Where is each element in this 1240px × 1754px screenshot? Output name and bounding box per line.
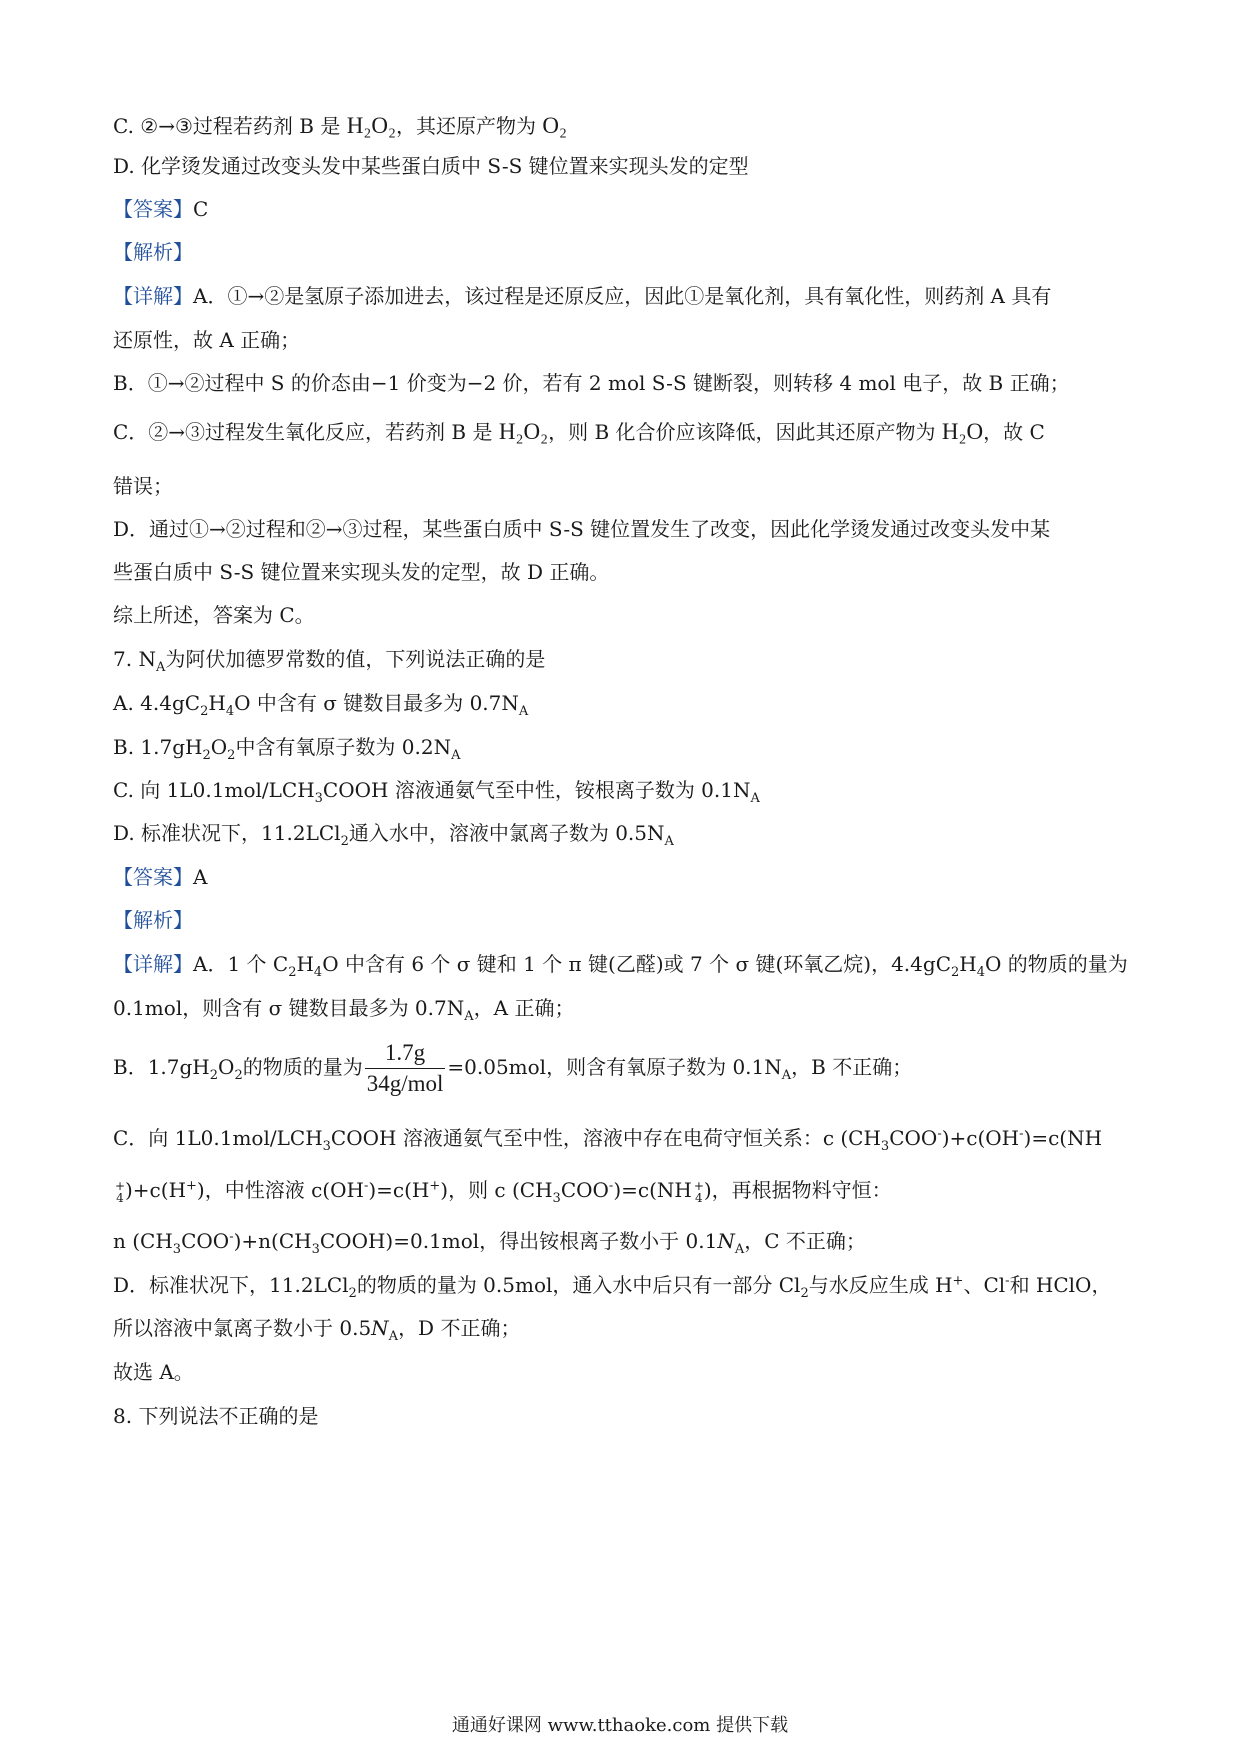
conclusion-line: 故选 A。 (113, 1360, 194, 1384)
formula-o2: O₂ (542, 113, 567, 138)
detail-line-4: C．②→③过程发生氧化反应，若药剂 B 是 H₂O₂，则 B 化合价应该降低，因此其还原产物为 H₂O，故 C (113, 419, 1045, 444)
detail-7-line-6: n $(CH_3COO^-)+n(CH_3COOH)=0.1mol$，得出铵根离子数小于 $0.1N_A$，C 不正确； (113, 1229, 866, 1257)
option-d-line: D. 化学烫发通过改变头发中某些蛋白质中 S-S 键位置来实现头发的定型 (113, 154, 749, 178)
detail-7-line-3: B．$1.7gH_2O_2$的物质的量为 $\frac{1.7g}{\text{34g/mol}}$ =0.05mol，则含有氧原子数为 $0.1N_A$，B 不正确； (113, 1038, 912, 1099)
detail-7-line-7: D．标准状况下，11.2LCl$_2$的物质的量为 0.5mol，通入水中后只有一部分 $Cl_2$与水反应生成 H+、Cl-和 HClO， (113, 1273, 1112, 1301)
detail-7-line-8: 所以溶液中氯离子数小于 $0.5N_A$，D 不正确； (113, 1316, 521, 1344)
question-7-option-d: D. 标准状况下，11.2LCl$_2$通入水中，溶液中氯离子数为 $0.5N_A$ (113, 821, 674, 849)
detail-line-2: 还原性，故 A 正确； (113, 328, 301, 352)
question-7-option-b: B. $1.7gH_2O_2$中含有氧原子数为 $0.2N_A$ (113, 735, 461, 763)
detail-line-6: D．通过①→②过程和②→③过程，某些蛋白质中 S-S 键位置发生了改变，因此化学烫发通过改变头发中某 (113, 517, 1051, 541)
option-c-line: C. ②→③过程若药剂 B 是 H₂O₂，其还原产物为 O₂ (113, 113, 567, 138)
question-7-option-a: A. $4.4gC_2H_4O$ 中含有 σ 键数目最多为 $0.7N_A$ (113, 691, 529, 719)
detail-line-5: 错误； (113, 474, 173, 498)
footer-watermark[interactable]: 通通好课网 www.tthaoke.com 提供下载 (451, 1715, 789, 1736)
analysis-heading: 【解析】 (113, 240, 193, 264)
question-8-stem: 8. 下列说法不正确的是 (113, 1404, 319, 1428)
question-7-option-c: C. 向 $1L0.1mol/LCH_3COOH$ 溶液通氨气至中性，铵根离子数为 $0.1N_A$ (113, 778, 760, 806)
detail-line-1: 【详解】A．①→②是氢原子添加进去，该过程是还原反应，因此①是氧化剂，具有氧化性，则药剂 A 具有 (113, 284, 1052, 308)
answer-line-7: 【答案】A (113, 865, 208, 889)
detail-line-7: 些蛋白质中 S-S 键位置来实现头发的定型，故 D 正确。 (113, 560, 610, 584)
summary-line: 综上所述，答案为 C。 (113, 603, 315, 627)
ammonium-index: + 4 (115, 1178, 126, 1205)
answer-tag: 【答案】 (113, 197, 193, 221)
detail-line-3: B．①→②过程中 S 的价态由−1 价变为−2 价，若有 2 mol S-S 键断裂，则转移 4 mol 电子，故 B 正确； (113, 371, 1070, 395)
analysis-heading-7: 【解析】 (113, 908, 193, 932)
detail-7-line-1: 【详解】A．1 个 $C_2H_4O$ 中含有 6 个 σ 键和 1 个 π 键(乙醛)或 7 个 σ 键(环氧乙烷)，$4.4gC_2H_4O$ 的物质的量为 (113, 952, 1128, 980)
molar-fraction: $\frac{1.7g}{\text{34g/mol}}$ (366, 1040, 444, 1096)
detail-7-line-4: C．向 $1L0.1mol/LCH_3COOH$ 溶液通氨气至中性，溶液中存在电荷守恒关系：c $(CH_3COO^-)+c(OH^-)=c(NH$ (113, 1126, 1103, 1154)
question-7-stem: 7. $N_A$为阿伏加德罗常数的值，下列说法正确的是 (113, 647, 546, 675)
answer-line: 【答案】C (113, 197, 209, 221)
formula-h2o2: H₂O₂ (346, 113, 396, 138)
detail-7-line-2: 0.1mol，则含有 σ 键数目最多为 $0.7N_A$，A 正确； (113, 996, 575, 1024)
detail-7-line-5: + 4)+c(H+)，中性溶液 c(OH-)=c(H+)，则 c $(CH_3COO^-)=c(NH$ + 4)，再根据物料守恒： (115, 1178, 892, 1206)
